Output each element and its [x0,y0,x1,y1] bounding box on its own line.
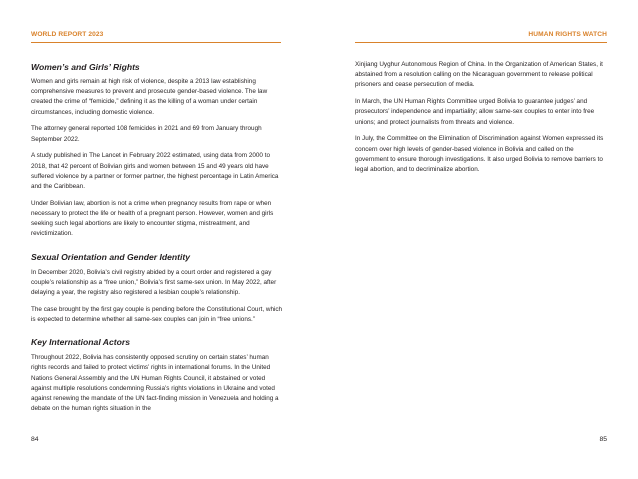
section-heading-international-actors: Key International Actors [31,337,131,348]
running-header-left: WORLD REPORT 2023 [31,31,104,38]
right-column [355,60,608,182]
running-header-right: HUMAN RIGHTS WATCH [528,31,607,38]
header-rule-right [355,42,607,43]
right-page [319,0,638,479]
paragraph: Xinjiang Uyghur Autonomous Region of China. In the Organization of American States, it abstained from a resolution calling on the Nicaraguan government to release political prisoners and cease persecution of media. [355,61,603,89]
left-column [31,62,284,421]
section-heading-sogi: Sexual Orientation and Gender Identity [31,251,191,262]
section-heading-womens-rights: Women’s and Girls’ Rights [31,62,140,72]
paragraph: Women and girls remain at high risk of violence, despite a 2013 law establishing comprehensive measures to prevent and prosecute gender-based violence. The law created the crime of “femicide,” defining it as the killing of a woman under certain circumstances, including domestic violence. [31,78,268,116]
paragraph: In July, the Committee on the Elimination of Discrimination against Women expressed its concern over high levels of gender-based violence in Bolivia and called on the government to ensure thorough investigations. It also urged Bolivia to remove barriers to legal abortion, and to decriminalize abortion. [355,135,604,174]
paragraph: Throughout 2022, Bolivia has consistently opposed scrutiny on certain states’ human rights records and failed to protect victims’ rights in international forums. In the United Nations General Assembly and the UN Human Rights Council, it abstained or voted against multiple resolutions condemning Russia’s rights violations in Ukraine and voted against renewing the mandate of the UN fact-finding mission in Venezuela and holding a debate on the human rights situation in the [31,354,279,413]
paragraph: In December 2020, Bolivia’s civil registry abided by a court order and registered a gay couple’s relationship as a “free union,” Bolivia’s first same-sex union. In May 2022, after delaying a year, the registry also registered a lesbian couple’s relationship. [31,268,277,297]
paragraph: The case brought by the first gay couple is pending before the Constitutional Court, which is expected to determine whether all same-sex couples can join in “free unions.” [31,305,283,324]
page-number-left: 84 [31,436,39,443]
page-number-right: 85 [599,436,607,443]
paragraph: Under Bolivian law, abortion is not a crime when pregnancy results from rape or when necessary to protect the life or health of a pregnant person. However, women and girls seeking such legal abortions are likely to encounter stigma, mistreatment, and revictimization. [31,199,274,238]
paragraph: In March, the UN Human Rights Committee urged Bolivia to guarantee judges’ and prosecutors’ independence and impartiality; allow same-sex couples to enter into free unions; and protect journalists from threats and violence. [355,98,595,126]
paragraph: The attorney general reported 108 femicides in 2021 and 69 from January through September 2022. [31,125,262,143]
paragraph: A study published in The Lancet in February 2022 estimated, using data from 2000 to 2018, that 42 percent of Bolivian girls and women between 15 and 49 years old have suffered violence by a partner or former partner, the highest percentage in Latin America and the Caribbean. [31,152,279,191]
header-rule-left [31,42,281,43]
